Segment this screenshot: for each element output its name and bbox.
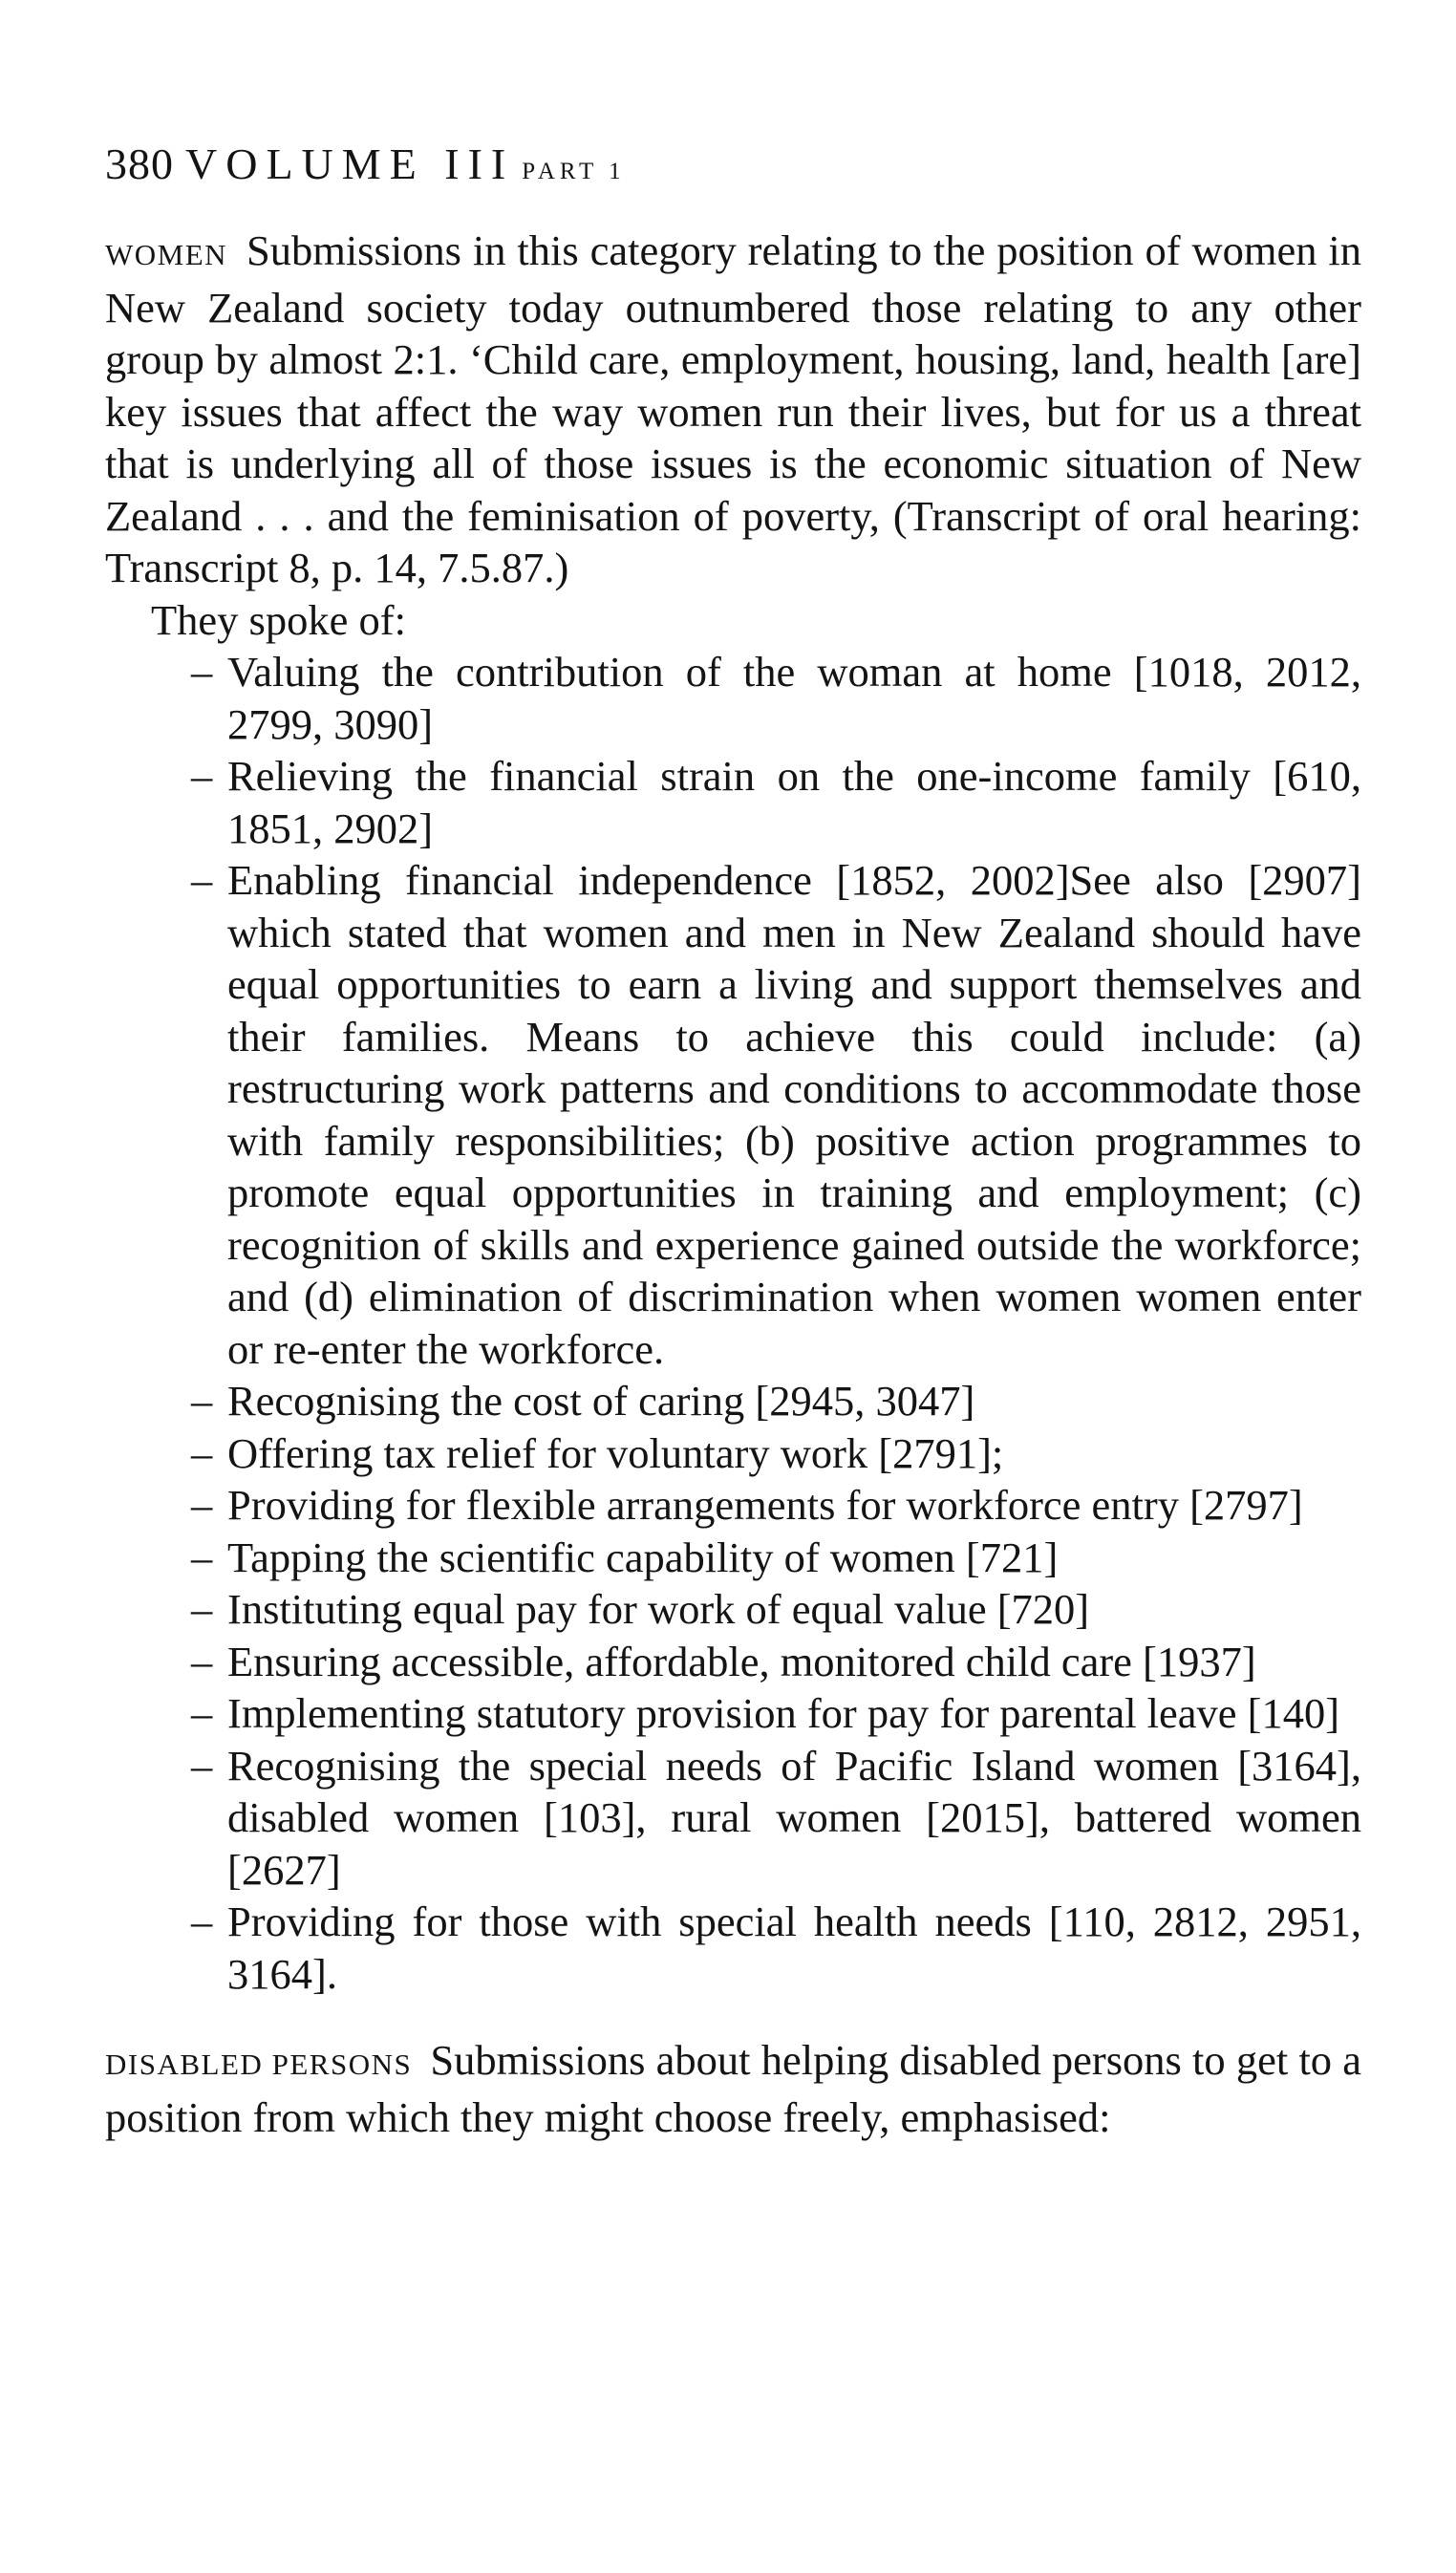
women-intro: They spoke of: xyxy=(151,595,406,644)
list-item: – Ensuring accessible, affordable, monitored child care [1937] xyxy=(227,1636,1361,1688)
women-paragraph xyxy=(105,225,1361,594)
list-item: – Relieving the financial strain on the one-income family [610, 1851, 2902] xyxy=(227,750,1361,854)
list-item: – Offering tax relief for voluntary work [2791]; xyxy=(227,1427,1361,1480)
running-head xyxy=(105,139,626,189)
body-text xyxy=(105,225,1361,2143)
women-list xyxy=(105,646,1361,2000)
list-item: – Recognising the special needs of Pacific Island women [3164], disabled women [103], rural women [2015], battered women [2627] xyxy=(227,1740,1361,1897)
list-item: – Implementing statutory provision for pay for parental leave [140] xyxy=(227,1687,1361,1740)
disabled-paragraph-text: Submissions about helping disabled persons to get to a position from which they might choose freely, emphasised: xyxy=(105,2036,1362,2141)
disabled-heading: DISABLED PERSONS xyxy=(105,2048,413,2081)
list-item: – Enabling financial independence [1852, 2002]See also [2907] which stated that women and men in New Zealand should have equal opportunities to earn a living and support themselves and their families. Means to achieve this could include: (a) restructuring work patterns and conditions to accommodate those with family responsibilities; (b) positive action programmes to promote equal opportunities in training and employment; (c) recognition of skills and experience gained outside the workforce; and (d) elimination of discrimination when women women enter or re-enter the workforce. xyxy=(227,854,1361,1375)
women-paragraph-text: Submissions in this category relating to the position of women in New Zealand society today outnumbered those relating to any other group by almost 2:1. ‘Child care, employment, housing, land, health [are] key issues that affect the way women run their lives, but for us a threat that is underlying all of those issues is the economic situation of New Zealand . . . and the feminisation of poverty, (Transcript of oral hearing: Transcript 8, p. 14, 7.5.87.) xyxy=(105,226,1362,591)
list-item: – Recognising the cost of caring [2945, 3047] xyxy=(227,1375,1361,1427)
page-number: 380 xyxy=(105,139,174,188)
women-heading: WOMEN xyxy=(105,238,228,271)
list-item: – Providing for those with special health needs [110, 2812, 2951, 3164]. xyxy=(227,1896,1361,2000)
disabled-paragraph xyxy=(105,2034,1361,2143)
volume-label: VOLUME III xyxy=(185,139,515,188)
list-item: – Valuing the contribution of the woman at home [1018, 2012, 2799, 3090] xyxy=(227,646,1361,750)
list-item: – Providing for flexible arrangements for workforce entry [2797] xyxy=(227,1479,1361,1532)
part-label: PART 1 xyxy=(522,159,626,184)
list-item: – Instituting equal pay for work of equal value [720] xyxy=(227,1583,1361,1636)
list-item: – Tapping the scientific capability of women [721] xyxy=(227,1532,1361,1584)
